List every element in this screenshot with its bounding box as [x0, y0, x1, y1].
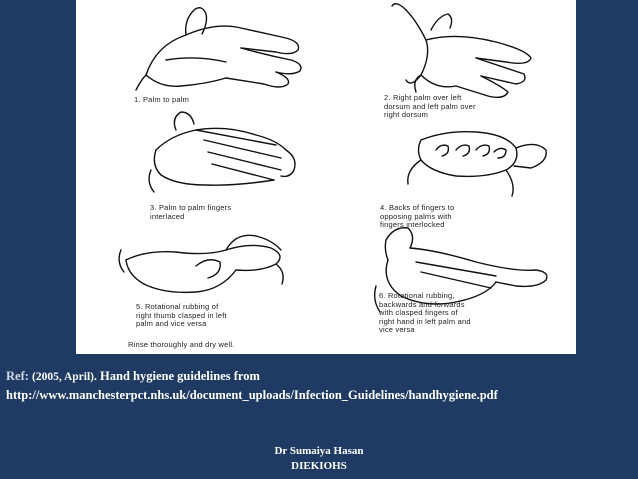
step-6-caption: 6. Rotational rubbing, backwards and forwards with clasped fingers of right hand in left palm and vice versa: [379, 291, 471, 334]
step-3-caption: 3. Palm to palm fingers interlaced: [150, 203, 232, 221]
step-5-caption: 5. Rotational rubbing of right thumb clasped in left palm and vice versa: [136, 302, 227, 328]
step-4-caption: 4. Backs of fingers to opposing palms with fingers interlocked: [380, 203, 455, 229]
reference-block: [6, 367, 634, 404]
hand-hygiene-figure: [76, 0, 576, 354]
hand-step-1-drawing: [136, 8, 301, 90]
step-1-caption: 1. Palm to palm: [134, 95, 190, 104]
hand-step-5-drawing: [119, 235, 283, 292]
author-name: Dr Sumaiya Hasan: [274, 445, 364, 457]
reference-url[interactable]: http://www.manchesterpct.nhs.uk/document_uploads/Infection_Guidelines/handhygiene.pdf: [6, 388, 498, 402]
rinse-note: Rinse thoroughly and dry well.: [128, 340, 235, 349]
reference-date: (2005, April).: [32, 371, 97, 383]
author-affiliation: DIEKIOHS: [291, 460, 347, 472]
reference-line-1: [6, 367, 634, 386]
hand-step-3-drawing: [149, 112, 295, 192]
hand-illustrations: [76, 0, 576, 354]
reference-label: Ref:: [6, 369, 29, 383]
step-2-caption: 2. Right palm over left dorsum and left palm over right dorsum: [384, 93, 476, 119]
hand-step-2-drawing: [392, 4, 531, 98]
author-block: [0, 444, 638, 474]
reference-title: Hand hygiene guidelines from: [100, 369, 260, 383]
hand-step-4-drawing: [408, 132, 546, 196]
